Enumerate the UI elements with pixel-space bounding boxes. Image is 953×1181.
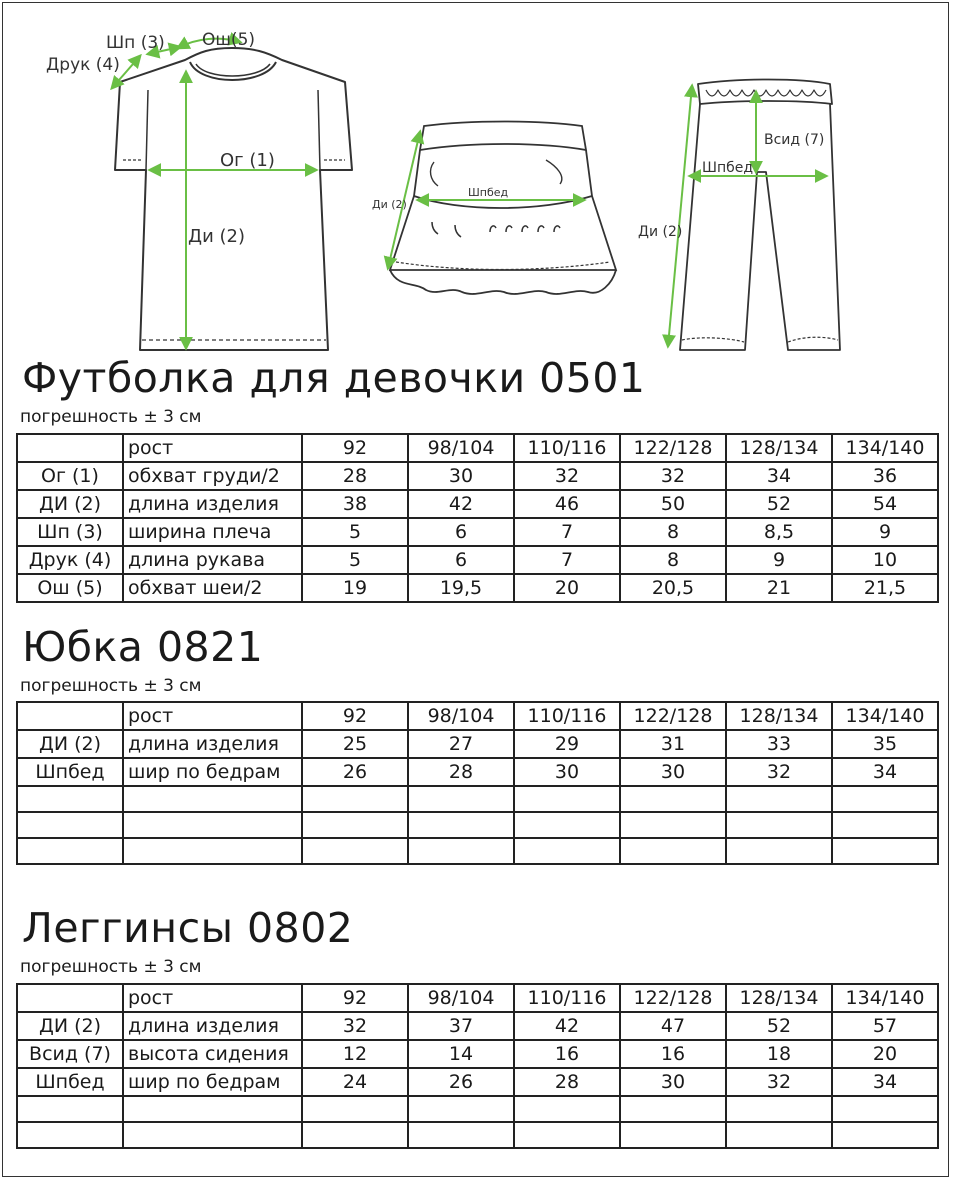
row-code-cell	[17, 984, 123, 1012]
label-og: Ог (1)	[220, 150, 275, 171]
size-value-cell: 47	[620, 1012, 726, 1040]
size-value-cell: 37	[408, 1012, 514, 1040]
table-header-row	[17, 434, 938, 462]
size-value-cell: 46	[514, 490, 620, 518]
size-value-cell: 19	[302, 574, 408, 602]
size-value-cell: 32	[726, 758, 832, 786]
size-value-cell	[726, 1096, 832, 1122]
row-code-cell	[17, 786, 123, 812]
size-value-cell	[514, 838, 620, 864]
size-value-cell: 26	[408, 1068, 514, 1096]
table-row	[17, 1068, 938, 1096]
size-value-cell	[302, 1122, 408, 1148]
row-code-cell	[17, 838, 123, 864]
size-value-cell	[514, 812, 620, 838]
table-row	[17, 758, 938, 786]
size-value-cell	[408, 812, 514, 838]
skirt-drawing	[390, 122, 616, 294]
size-value-cell: 50	[620, 490, 726, 518]
size-value-cell	[620, 838, 726, 864]
size-value-cell: 12	[302, 1040, 408, 1068]
size-value-cell: 7	[514, 546, 620, 574]
size-value-cell: 18	[726, 1040, 832, 1068]
table-row	[17, 490, 938, 518]
size-value-cell	[832, 1096, 938, 1122]
row-description-cell: обхват шеи/2	[123, 574, 302, 602]
size-value-cell: 20,5	[620, 574, 726, 602]
row-code-cell: Шпбед	[17, 1068, 123, 1096]
row-description-cell: длина изделия	[123, 1012, 302, 1040]
size-value-cell: 32	[302, 1012, 408, 1040]
size-value-cell: 98/104	[408, 434, 514, 462]
row-description-cell: рост	[123, 702, 302, 730]
size-value-cell	[302, 786, 408, 812]
size-value-cell: 122/128	[620, 984, 726, 1012]
tolerance-leggings: погрешность ± 3 см	[20, 957, 202, 977]
row-description-cell	[123, 838, 302, 864]
section-title-leggings: Леггинсы 0802	[22, 904, 354, 952]
size-value-cell: 110/116	[514, 434, 620, 462]
size-value-cell: 6	[408, 518, 514, 546]
size-value-cell: 25	[302, 730, 408, 758]
size-value-cell: 27	[408, 730, 514, 758]
section-title-skirt: Юбка 0821	[22, 623, 264, 671]
size-value-cell: 38	[302, 490, 408, 518]
row-description-cell	[123, 812, 302, 838]
size-value-cell: 29	[514, 730, 620, 758]
size-value-cell: 30	[408, 462, 514, 490]
row-description-cell: ширина плеча	[123, 518, 302, 546]
row-description-cell: длина изделия	[123, 730, 302, 758]
row-description-cell: рост	[123, 984, 302, 1012]
row-description-cell: длина рукава	[123, 546, 302, 574]
table-header-row	[17, 702, 938, 730]
size-value-cell	[832, 786, 938, 812]
size-value-cell	[620, 786, 726, 812]
row-code-cell	[17, 702, 123, 730]
size-value-cell: 134/140	[832, 434, 938, 462]
size-value-cell: 34	[832, 1068, 938, 1096]
size-value-cell: 32	[726, 1068, 832, 1096]
row-code-cell	[17, 1122, 123, 1148]
table-header-row	[17, 984, 938, 1012]
size-value-cell: 34	[832, 758, 938, 786]
size-value-cell: 122/128	[620, 434, 726, 462]
size-value-cell: 32	[514, 462, 620, 490]
table-row	[17, 1122, 938, 1148]
size-value-cell: 5	[302, 518, 408, 546]
tshirt-drawing	[115, 48, 352, 350]
size-value-cell: 5	[302, 546, 408, 574]
size-value-cell: 128/134	[726, 434, 832, 462]
row-code-cell: Ог (1)	[17, 462, 123, 490]
row-description-cell: рост	[123, 434, 302, 462]
size-value-cell: 134/140	[832, 984, 938, 1012]
row-description-cell: шир по бедрам	[123, 758, 302, 786]
size-value-cell	[726, 838, 832, 864]
size-value-cell	[408, 1096, 514, 1122]
table-row	[17, 812, 938, 838]
label-leggings-vsid: Всид (7)	[764, 132, 825, 148]
garment-diagrams	[0, 0, 953, 360]
size-value-cell: 8	[620, 546, 726, 574]
size-value-cell: 42	[514, 1012, 620, 1040]
size-value-cell: 14	[408, 1040, 514, 1068]
row-description-cell	[123, 1096, 302, 1122]
size-value-cell: 98/104	[408, 702, 514, 730]
size-value-cell	[408, 786, 514, 812]
size-value-cell	[726, 812, 832, 838]
size-value-cell: 34	[726, 462, 832, 490]
row-code-cell	[17, 434, 123, 462]
size-value-cell	[408, 838, 514, 864]
label-shp: Шп (3)	[106, 33, 165, 53]
size-value-cell: 98/104	[408, 984, 514, 1012]
size-value-cell: 24	[302, 1068, 408, 1096]
size-value-cell: 28	[302, 462, 408, 490]
size-value-cell: 8	[620, 518, 726, 546]
row-code-cell: Друк (4)	[17, 546, 123, 574]
size-table-skirt	[16, 701, 939, 865]
size-value-cell: 7	[514, 518, 620, 546]
size-value-cell: 28	[408, 758, 514, 786]
size-value-cell	[620, 812, 726, 838]
row-code-cell: Всид (7)	[17, 1040, 123, 1068]
size-value-cell: 6	[408, 546, 514, 574]
size-value-cell	[408, 1122, 514, 1148]
row-code-cell	[17, 1096, 123, 1122]
table-row	[17, 1096, 938, 1122]
row-description-cell: длина изделия	[123, 490, 302, 518]
size-value-cell: 28	[514, 1068, 620, 1096]
row-description-cell	[123, 786, 302, 812]
size-value-cell: 54	[832, 490, 938, 518]
table-row	[17, 462, 938, 490]
section-title-tshirt: Футболка для девочки 0501	[22, 354, 646, 402]
table-row	[17, 546, 938, 574]
size-value-cell: 30	[620, 1068, 726, 1096]
label-skirt-di: Ди (2)	[372, 198, 407, 211]
row-description-cell: шир по бедрам	[123, 1068, 302, 1096]
skirt-measure-lines	[388, 132, 584, 268]
size-value-cell: 122/128	[620, 702, 726, 730]
size-value-cell: 42	[408, 490, 514, 518]
label-leggings-shpbed: Шпбед	[702, 160, 754, 176]
size-value-cell	[726, 786, 832, 812]
label-di: Ди (2)	[188, 226, 245, 247]
size-value-cell: 128/134	[726, 702, 832, 730]
size-value-cell	[514, 786, 620, 812]
table-row	[17, 838, 938, 864]
size-value-cell: 52	[726, 1012, 832, 1040]
size-value-cell: 19,5	[408, 574, 514, 602]
row-code-cell: Ош (5)	[17, 574, 123, 602]
table-row	[17, 1040, 938, 1068]
size-value-cell: 9	[832, 518, 938, 546]
size-value-cell: 92	[302, 434, 408, 462]
size-value-cell: 134/140	[832, 702, 938, 730]
size-value-cell: 110/116	[514, 984, 620, 1012]
size-value-cell: 16	[620, 1040, 726, 1068]
size-table-leggings	[16, 983, 939, 1149]
size-table-tshirt	[16, 433, 939, 603]
table-row	[17, 518, 938, 546]
row-code-cell: ДИ (2)	[17, 730, 123, 758]
size-value-cell	[620, 1122, 726, 1148]
size-value-cell	[832, 838, 938, 864]
size-value-cell: 31	[620, 730, 726, 758]
size-value-cell: 8,5	[726, 518, 832, 546]
size-value-cell: 52	[726, 490, 832, 518]
label-osh: Ош(5)	[202, 30, 256, 50]
table-row	[17, 574, 938, 602]
size-value-cell: 21	[726, 574, 832, 602]
table-row	[17, 730, 938, 758]
size-value-cell: 32	[620, 462, 726, 490]
tolerance-tshirt: погрешность ± 3 см	[20, 407, 202, 427]
table-row	[17, 1012, 938, 1040]
row-description-cell: высота сидения	[123, 1040, 302, 1068]
size-value-cell: 92	[302, 702, 408, 730]
row-description-cell: обхват груди/2	[123, 462, 302, 490]
size-value-cell: 16	[514, 1040, 620, 1068]
label-druk: Друк (4)	[46, 55, 120, 75]
row-description-cell	[123, 1122, 302, 1148]
size-value-cell: 21,5	[832, 574, 938, 602]
size-value-cell	[514, 1096, 620, 1122]
size-value-cell	[302, 812, 408, 838]
size-value-cell	[832, 1122, 938, 1148]
size-value-cell: 30	[514, 758, 620, 786]
tolerance-skirt: погрешность ± 3 см	[20, 676, 202, 696]
size-value-cell: 128/134	[726, 984, 832, 1012]
size-value-cell: 30	[620, 758, 726, 786]
label-leggings-di: Ди (2)	[638, 224, 683, 240]
size-value-cell	[514, 1122, 620, 1148]
size-value-cell	[726, 1122, 832, 1148]
size-value-cell: 36	[832, 462, 938, 490]
size-value-cell: 26	[302, 758, 408, 786]
row-code-cell: Шпбед	[17, 758, 123, 786]
row-code-cell: ДИ (2)	[17, 490, 123, 518]
label-skirt-shpbed: Шпбед	[468, 186, 509, 199]
size-value-cell: 33	[726, 730, 832, 758]
size-value-cell	[832, 812, 938, 838]
size-value-cell: 35	[832, 730, 938, 758]
row-code-cell: ДИ (2)	[17, 1012, 123, 1040]
size-value-cell: 9	[726, 546, 832, 574]
size-value-cell: 20	[514, 574, 620, 602]
size-value-cell: 110/116	[514, 702, 620, 730]
size-value-cell	[302, 838, 408, 864]
size-value-cell: 20	[832, 1040, 938, 1068]
row-code-cell: Шп (3)	[17, 518, 123, 546]
size-value-cell: 10	[832, 546, 938, 574]
size-value-cell	[620, 1096, 726, 1122]
row-code-cell	[17, 812, 123, 838]
size-value-cell: 92	[302, 984, 408, 1012]
size-value-cell	[302, 1096, 408, 1122]
table-row	[17, 786, 938, 812]
size-value-cell: 57	[832, 1012, 938, 1040]
leggings-drawing	[680, 80, 840, 351]
